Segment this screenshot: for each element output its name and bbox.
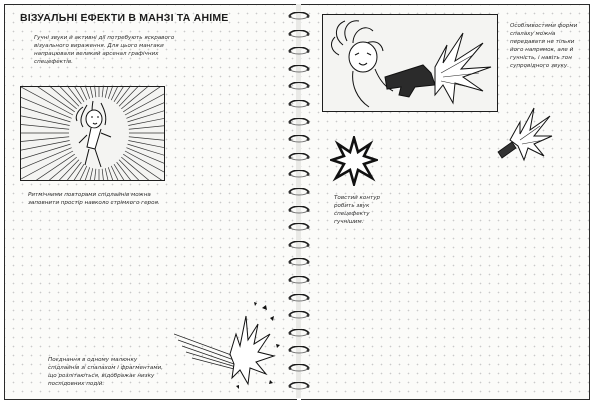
speed-line [126, 87, 164, 118]
spiral-ring [287, 294, 311, 302]
spiral-ring [287, 47, 311, 55]
spiral-ring [287, 276, 311, 284]
spiral-ring [287, 311, 311, 319]
spiral-ring [287, 241, 311, 249]
speed-line [21, 96, 70, 122]
spiral-ring [287, 188, 311, 196]
spiral-ring [287, 346, 311, 354]
speed-line [21, 157, 77, 180]
speed-line [21, 144, 70, 170]
spiral-ring [287, 12, 311, 20]
spiral-ring [287, 258, 311, 266]
spiral-ring [287, 382, 311, 390]
note-flash-shape: Особливостями форми спалаху можна передавати не тільки його напрямок, але й гучність, і навіть тон супровідного звуку. [510, 23, 578, 69]
spiral-ring [287, 118, 311, 126]
notebook-spread [4, 4, 590, 398]
gun-flash-panel-icon [323, 15, 497, 111]
speed-line [126, 148, 164, 180]
note-rhythm: Ритмічними повторами спідлайнів можна заповнити простір навколо стрімкого героя. [28, 192, 160, 206]
speed-line [21, 140, 70, 157]
speed-line [21, 154, 75, 180]
speedline-panel-icon [21, 87, 164, 180]
spiral-ring [287, 100, 311, 108]
speed-line [105, 168, 124, 180]
spiral-ring [287, 329, 311, 337]
speed-line [50, 87, 87, 100]
small-flash [490, 102, 554, 162]
speed-line [21, 108, 70, 125]
speedline-panel [20, 86, 165, 181]
spiral-ring [287, 206, 311, 214]
spiral-ring [287, 30, 311, 38]
speed-line [21, 87, 72, 118]
speed-line [114, 87, 159, 102]
burst-star-icon [330, 136, 378, 186]
explosion-debris-icon [174, 294, 284, 394]
spiral-ring [287, 170, 311, 178]
spiral-ring [287, 135, 311, 143]
spiral-ring [287, 82, 311, 90]
speed-line [128, 96, 164, 122]
small-flash-icon [490, 102, 554, 162]
explosion-debris [174, 294, 284, 394]
spiral-ring [287, 364, 311, 372]
speed-line [21, 87, 75, 112]
speed-line [21, 120, 69, 129]
spiral-ring [287, 65, 311, 73]
burst-star [330, 136, 378, 186]
spiral-binding [287, 4, 311, 398]
speed-line [128, 144, 164, 170]
note-intro: Гучні звуки й активні дії потребують яскравого візуального вираження. Для цього мангаки напрацювали великий арсенал графічних спецефектів. [34, 35, 175, 65]
gun-flash-panel [322, 14, 498, 112]
speed-line [21, 87, 77, 109]
speed-line [74, 168, 93, 180]
speed-line [111, 87, 148, 100]
note-combo: Поєднання в одному малюнку спідлайнів зі спалахом і фрагментами, що розлітаються, відображає низку послідовних подій. [48, 357, 163, 387]
speed-line [21, 87, 73, 115]
note-thick-outline: Товстий контур робить звук спецефекту гучнішим. [334, 195, 381, 225]
page-title: ВІЗУАЛЬНІ ЕФЕКТИ В МАНЗІ ТА АНІМЕ [20, 12, 229, 24]
speed-line [123, 87, 164, 112]
speed-line [21, 137, 69, 146]
speed-line [39, 87, 84, 102]
spiral-ring [287, 223, 311, 231]
speed-line [119, 87, 164, 106]
spiral-ring [287, 153, 311, 161]
